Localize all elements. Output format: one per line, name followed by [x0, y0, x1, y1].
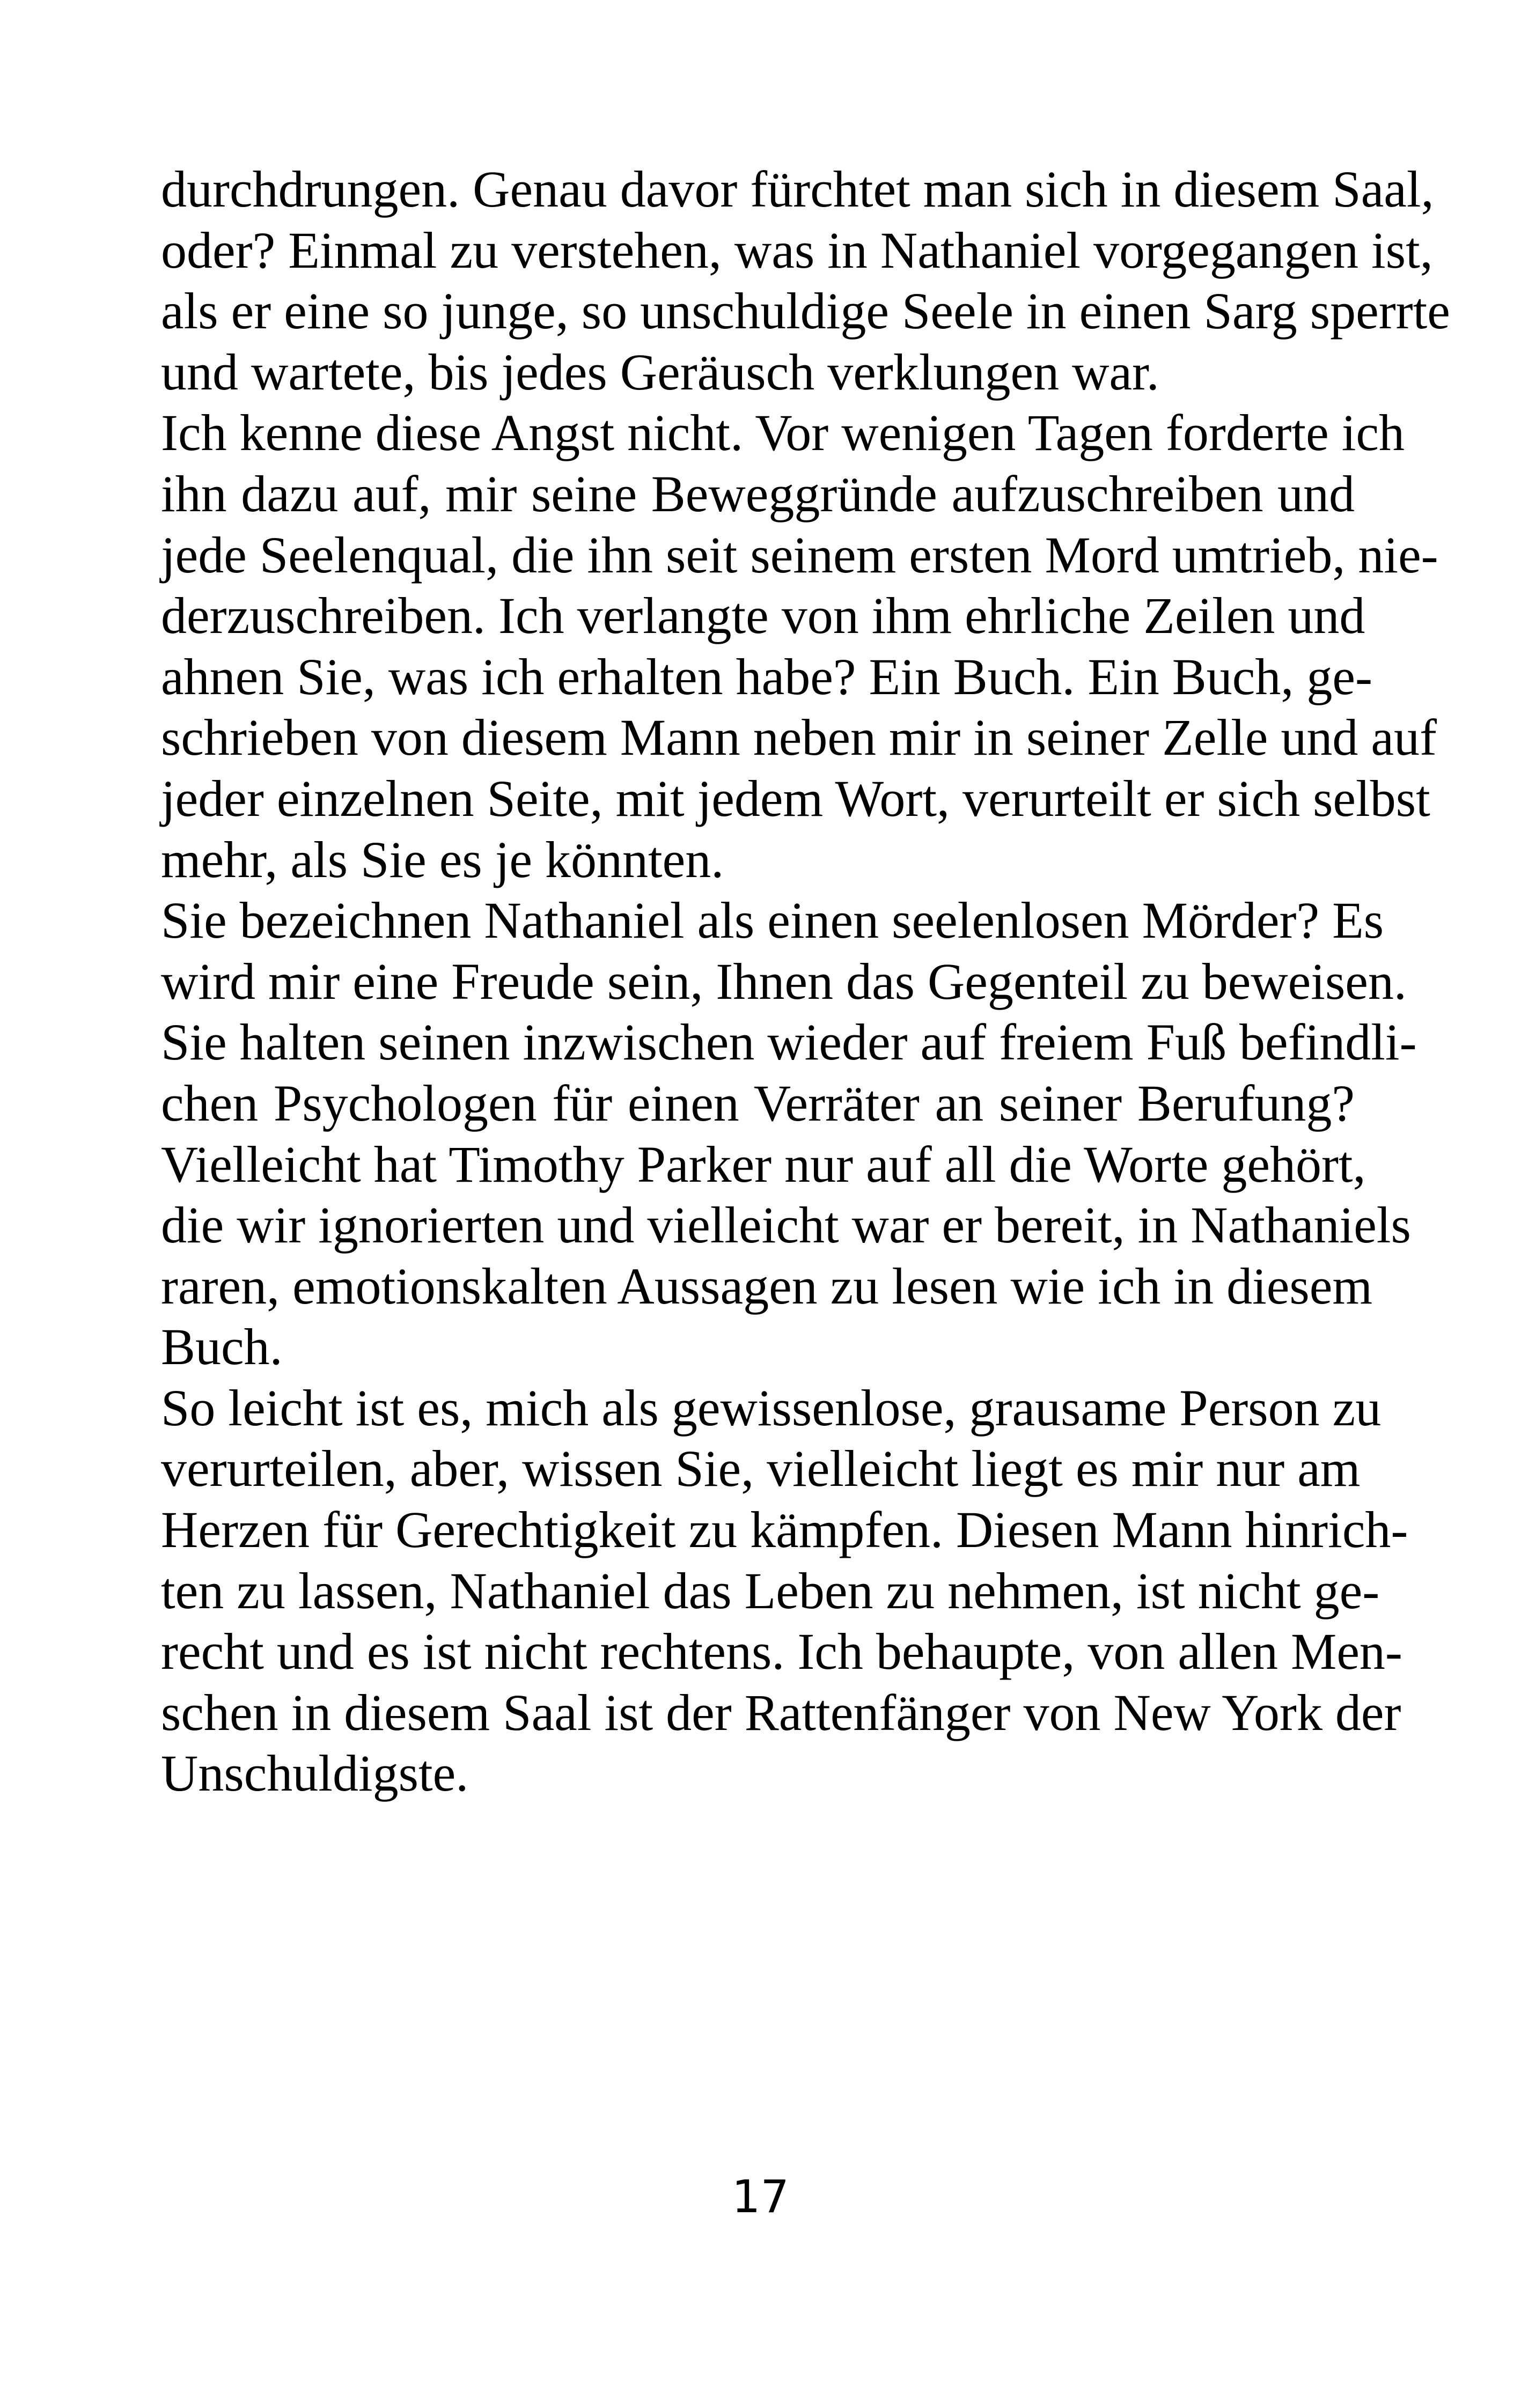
- paragraph-3: [161, 890, 1417, 1378]
- text-line: und wartete, bis jedes Geräusch verklungen war.: [161, 343, 1159, 401]
- body-text: [161, 159, 1450, 1804]
- text-line: recht und es ist nicht rechtens. Ich behaupte, von allen Men-: [161, 1623, 1402, 1681]
- text-line: als er eine so junge, so unschuldige Seele in einen Sarg sperrte: [161, 282, 1450, 340]
- text-line: Vielleicht hat Timothy Parker nur auf all die Worte gehört,: [161, 1135, 1366, 1193]
- text-line: ihn dazu auf, mir seine Beweggründe aufzuschreiben und: [161, 465, 1355, 522]
- text-line: Ich kenne diese Angst nicht. Vor wenigen Tagen forderte ich: [161, 404, 1405, 462]
- text-line: wird mir eine Freude sein, Ihnen das Gegenteil zu beweisen.: [161, 952, 1407, 1010]
- text-line: jeder einzelnen Seite, mit jedem Wort, verurteilt er sich selbst: [161, 769, 1430, 827]
- text-line: schrieben von diesem Mann neben mir in seiner Zelle und auf: [161, 709, 1437, 767]
- text-line: ten zu lassen, Nathaniel das Leben zu nehmen, ist nicht ge-: [161, 1562, 1380, 1619]
- paragraph-1: [161, 159, 1450, 402]
- text-line: Sie bezeichnen Nathaniel als einen seelenlosen Mörder? Es: [161, 892, 1384, 949]
- text-line: Buch.: [161, 1318, 283, 1376]
- text-line: derzuschreiben. Ich verlangte von ihm ehrliche Zeilen und: [161, 587, 1365, 645]
- text-line: So leicht ist es, mich als gewissenlose, grausame Person zu: [161, 1379, 1382, 1437]
- text-line: chen Psychologen für einen Verräter an seiner Berufung?: [161, 1074, 1355, 1132]
- text-line: raren, emotionskalten Aussagen zu lesen wie ich in diesem: [161, 1257, 1373, 1315]
- paragraph-2: [161, 402, 1438, 890]
- text-line: jede Seelenqual, die ihn seit seinem ersten Mord umtrieb, nie-: [161, 526, 1438, 584]
- text-line: mehr, als Sie es je könnten.: [161, 830, 724, 888]
- text-line: ahnen Sie, was ich erhalten habe? Ein Buch. Ein Buch, ge-: [161, 647, 1372, 705]
- page-number: 17: [732, 2170, 789, 2223]
- text-line: die wir ignorierten und vielleicht war er bereit, in Nathaniels: [161, 1196, 1411, 1254]
- paragraph-4: [161, 1378, 1408, 1804]
- text-line: Sie halten seinen inzwischen wieder auf freiem Fuß befindli-: [161, 1013, 1417, 1071]
- text-line: verurteilen, aber, wissen Sie, vielleicht liegt es mir nur am: [161, 1440, 1361, 1498]
- text-line: durchdrungen. Genau davor fürchtet man sich in diesem Saal,: [161, 160, 1434, 218]
- text-line: Herzen für Gerechtigkeit zu kämpfen. Diesen Mann hinrich-: [161, 1501, 1408, 1559]
- text-line: oder? Einmal zu verstehen, was in Nathaniel vorgegangen ist,: [161, 221, 1433, 279]
- text-line: Unschuldigste.: [161, 1744, 469, 1802]
- text-line: schen in diesem Saal ist der Rattenfänger von New York der: [161, 1683, 1401, 1741]
